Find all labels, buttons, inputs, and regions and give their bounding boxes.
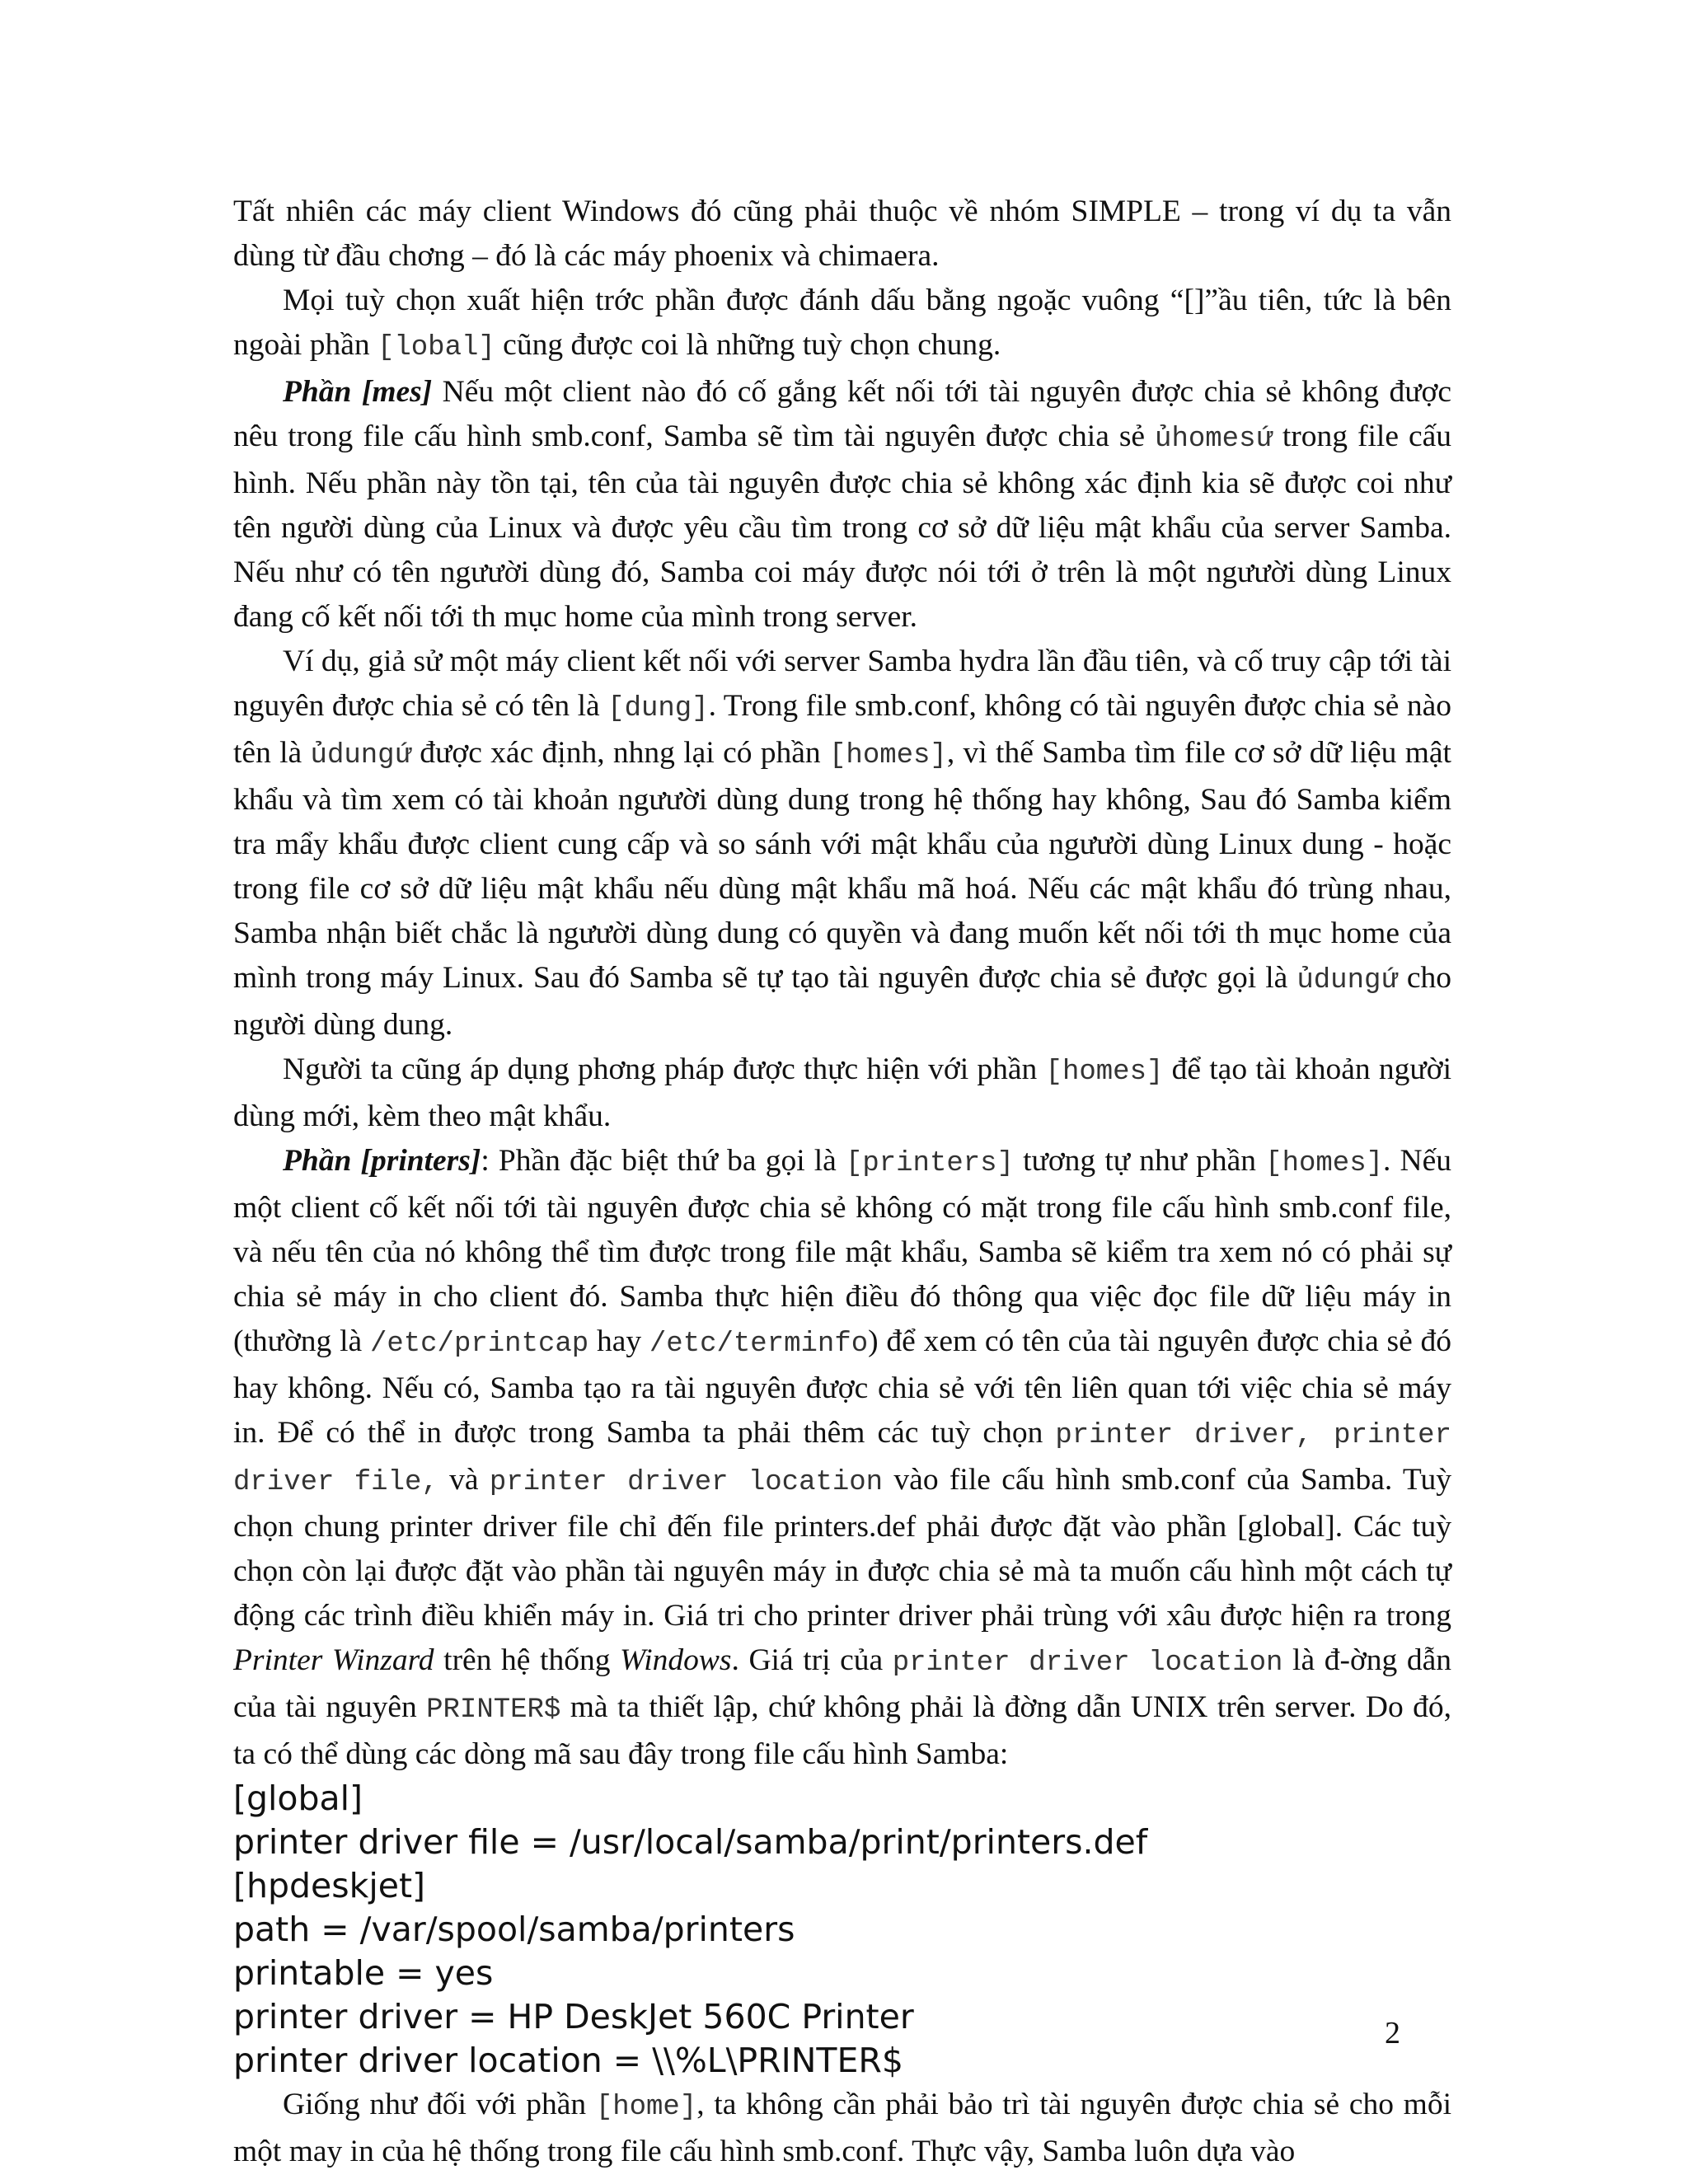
inline-code: [printers] [845,1148,1014,1179]
inline-code: [homes] [1045,1057,1164,1088]
paragraph-text: Mọi tuỳ chọn xuất hiện trớc phần được đánh dấu bằng ngoặc vuông “[]”ầu tiên, tức là bên ngoài phần [233,284,1451,362]
paragraph-5 [233,1047,1451,1139]
paragraph-1 [233,190,1451,279]
paragraph-printers-section [233,1139,1451,1777]
code-line: [hpdeskjet] [233,1866,426,1905]
inline-code: PRINTER$ [426,1694,561,1726]
inline-code: [dung] [607,693,709,724]
italic-term: Printer Winzard [233,1643,434,1677]
inline-code: printer driver location [489,1467,884,1498]
paragraph-text: hay [588,1324,649,1358]
code-line: printable = yes [233,1953,494,1993]
code-line: printer driver = HP DeskJet 560C Printer [233,1997,914,2036]
paragraph-7 [233,2083,1451,2174]
inline-code: printer driver location [892,1647,1283,1679]
paragraph-text: . Nếu một client cố kết nối tới tài nguyên được chia sẻ không có mặt trong file cấu hình smb.conf file, và nếu tên của nó không thể tìm được trong file mật khẩu, Samba sẽ kiểm tra xem nó có phải sự chia sẻ máy in cho client đó. Samba thực hiện điều đó thông qua việc đọc file dữ liệu máy in (thường là [233,1144,1451,1358]
paragraph-text: Ví dụ, giả sử một máy client kết nối với server Samba hydra lần đầu tiên, và cố truy cập tới tài nguyên được chia sẻ có tên là [233,644,1451,723]
paragraph-text: Giống như đối với phần [283,2088,596,2121]
document-body [233,190,1451,2174]
code-block [233,1777,1451,2083]
paragraph-text: ) để xem có tên của tài nguyên được chia sẻ đó hay không. Nếu có, Samba tạo ra tài nguyên được chia sẻ với tên liên quan tới việc chia sẻ máy in. Để có thể in được trong Samba ta phải thêm các tuỳ chọn [233,1324,1451,1450]
code-line: printer driver file = /usr/local/samba/print/printers.def [233,1822,1148,1862]
paragraph-text: là đ-ờng dẫn của tài nguyên [233,1643,1452,1724]
inline-code: /etc/printcap [369,1329,589,1360]
code-line: [global] [233,1779,363,1818]
paragraph-text: , ta không cần phải bảo trì tài nguyên được chia sẻ cho mỗi một may in của hệ thống trong file cấu hình smb.conf. Thực vậy, Samba luôn dựa vào [233,2088,1451,2168]
paragraph-text: vào file cấu hình smb.conf của Samba. Tuỳ chọn chung printer driver file chỉ đến file printers.def phải được đặt vào phần [global]. Các tuỳ chọn còn lại được đặt vào phần tài nguyên máy in được chia sẻ mà ta muốn cấu hình một cách tự động các trình điều khiển máy in. Giá tri cho printer driver phải trùng với xâu được hiện ra trong [233,1463,1452,1633]
inline-code: ủhomesứ [1155,424,1273,455]
paragraph-text: Nếu một client nào đó cố gắng kết nối tới tài nguyên được chia sẻ không được nêu trong file cấu hình smb.conf, Samba sẽ tìm tài nguyên được chia sẻ [233,375,1451,453]
paragraph-text: : Phần đặc biệt thứ ba gọi là [481,1144,846,1178]
section-heading-homes: Phần [mes] [283,375,433,409]
inline-code: printer driver, printer driver file, [233,1420,1451,1498]
italic-term: Windows [620,1643,732,1677]
paragraph-2 [233,279,1451,370]
inline-code: [home] [595,2092,697,2123]
paragraph-homes-section [233,370,1451,640]
inline-code: ủdungứ [310,740,411,771]
section-heading-printers: Phần [printers] [283,1144,481,1178]
paragraph-text: trên hệ thống [434,1643,621,1677]
paragraph-text: trong file cấu hình. Nếu phần này tồn tại, tên của tài nguyên được chia sẻ không xác định kia sẽ được coi như tên người dùng của Linux và được yêu cầu tìm trong cơ sở dữ liệu mật khẩu của server Samba. Nếu như có tên ngưười dùng đó, Samba coi máy được nói tới ở trên là một ngưười dùng Linux đang cố kết nối tới th mục home của mình trong server. [233,419,1451,634]
paragraph-text: , vì thế Samba tìm file cơ sở dữ liệu mật khẩu và tìm xem có tài khoản ngưười dùng dung trong hệ thống hay không, Sau đó Samba kiểm tra mẩy khẩu được client cung cấp và so sánh với mật khẩu của ngưười dùng Linux dung - hoặc trong file cơ sở dữ liệu mật khẩu nếu dùng mật khẩu mã hoá. Nếu các mật khẩu đó trùng nhau, Samba nhận biết chắc là ngưười dùng dung có quyền và đang muốn kết nối tới th mục home của mình trong máy Linux. Sau đó Samba sẽ tự tạo tài nguyên được chia sẻ được gọi là [233,736,1451,995]
paragraph-text: cho người dùng dung. [233,961,1451,1042]
paragraph-text: và [438,1463,490,1497]
code-line: path = /var/spool/samba/printers [233,1910,795,1949]
paragraph-example [233,640,1451,1047]
paragraph-text: Người ta cũng áp dụng phơng pháp được thực hiện với phần [283,1052,1046,1086]
page-number: 2 [1385,2016,1400,2050]
inline-code: [homes] [829,740,947,771]
code-line: printer driver location = \\%L\PRINTER$ [233,2041,903,2080]
inline-code: ủdungứ [1296,965,1398,996]
paragraph-text: cũng được coi là những tuỳ chọn chung. [495,328,1001,362]
paragraph-text: . Trong file smb.conf, không có tài nguyên được chia sẻ nào tên là [233,689,1451,770]
inline-code: /etc/terminfo [649,1329,869,1360]
paragraph-text: mà ta thiết lập, chứ không phải là đờng dẫn UNIX trên server. Do đó, ta có thể dùng các dòng mã sau đây trong file cấu hình Samba: [233,1690,1451,1771]
inline-code: [homes] [1265,1148,1383,1179]
paragraph-text: để tạo tài khoản người dùng mới, kèm theo mật khẩu. [233,1052,1451,1133]
paragraph-text: Tất nhiên các máy client Windows đó cũng phải thuộc về nhóm SIMPLE – trong ví dụ ta vẫn dùng từ đầu chơng – đó là các máy phoenix và chimaera. [233,194,1451,273]
paragraph-text: . Giá trị của [731,1643,893,1677]
paragraph-text: được xác định, nhng lại có phần [410,736,830,770]
paragraph-text: tương tự như phần [1013,1144,1266,1178]
inline-code: [lobal] [377,332,495,363]
